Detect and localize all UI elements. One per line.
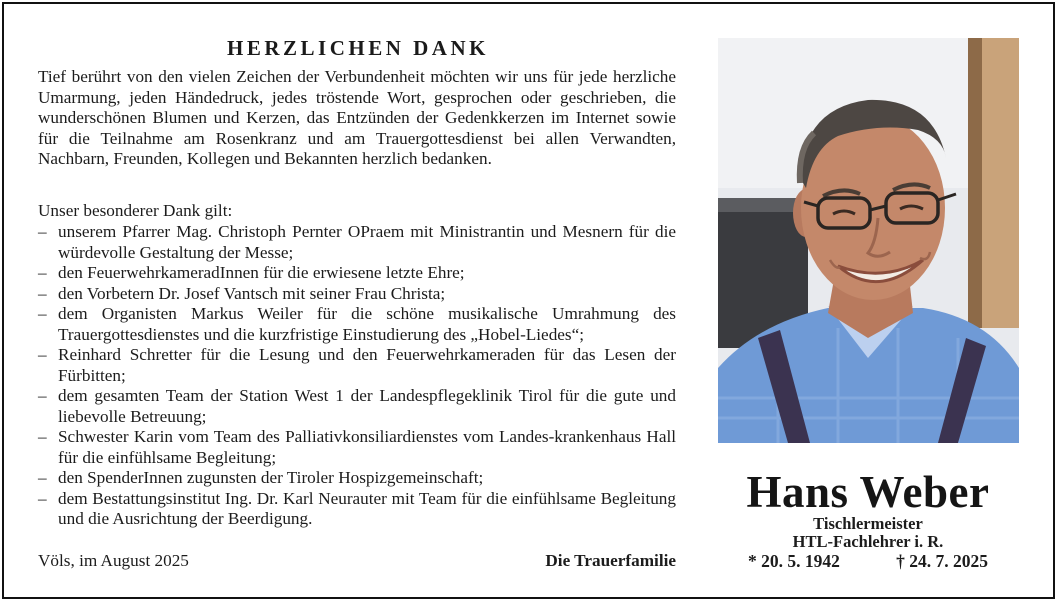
- thanks-item: – Reinhard Schretter für die Lesung und den Feuerwehrkameraden für das Lesen der Fürbitten;: [38, 345, 676, 385]
- birth-date: * 20. 5. 1942: [748, 551, 840, 571]
- thanks-item: – dem Bestattungsinstitut Ing. Dr. Karl Neurauter mit Team für die einfühlsame Begleitung und die Ausrichtung der Beerdigung.: [38, 488, 676, 528]
- deceased-name: Hans Weber: [746, 467, 990, 517]
- thanks-item: – unserem Pfarrer Mag. Christoph Pernter OPraem mit Ministrantin und Mesnern für die würdevolle Gestaltung der Messe;: [38, 222, 676, 262]
- thanks-item: – den Vorbetern Dr. Josef Vantsch mit seiner Frau Christa;: [38, 283, 446, 303]
- thanks-list: [38, 222, 676, 530]
- place-date: Völs, im August 2025: [38, 551, 189, 570]
- thanks-item: – den FeuerwehrkameradInnen für die erwiesene letzte Ehre;: [38, 263, 465, 282]
- thanks-item: – Schwester Karin vom Team des Palliativkonsiliardienstes vom Landes-krankenhaus Hall für die einfühlsame Begleitung;: [38, 427, 676, 467]
- thanks-item: – dem gesamten Team der Station West 1 der Landespflegeklinik Tirol für die gute und liebevolle Betreuung;: [38, 386, 676, 426]
- occupation-line: Tischlermeister: [813, 514, 923, 533]
- heading-title: HERZLICHEN DANK: [227, 36, 489, 60]
- thanks-item: – den SpenderInnen zugunsten der Tiroler Hospizgemeinschaft;: [38, 468, 484, 487]
- thanks-subheading: Unser besonderer Dank gilt:: [38, 201, 233, 220]
- death-date: † 24. 7. 2025: [896, 551, 988, 571]
- intro-paragraph: Tief berührt von den vielen Zeichen der Verbundenheit möchten wir uns für jede herzliche Umarmung, jeden Händedruck, jedes tröstende Wort, gesprochen oder geschrieben, die wunderschönen Blumen und Kerzen, das Entzünden der Gedenkkerzen im Internet sowie für die Teilnahme am Rosenkranz und am Trauergottesdienst bei allen Verwandten, Nachbarn, Freunden, Kollegen und Bekannten herzlich bedanken.: [38, 67, 676, 168]
- family-signature: Die Trauerfamilie: [545, 551, 676, 570]
- thanks-item: – dem Organisten Markus Weiler für die schöne musikalische Umrahmung des Trauergottesdienstes und die kurzfristige Einstudierung des „Hobel-Liedes“;: [38, 304, 676, 344]
- title-line: HTL-Fachlehrer i. R.: [792, 532, 944, 551]
- portrait-photo: [718, 38, 1019, 443]
